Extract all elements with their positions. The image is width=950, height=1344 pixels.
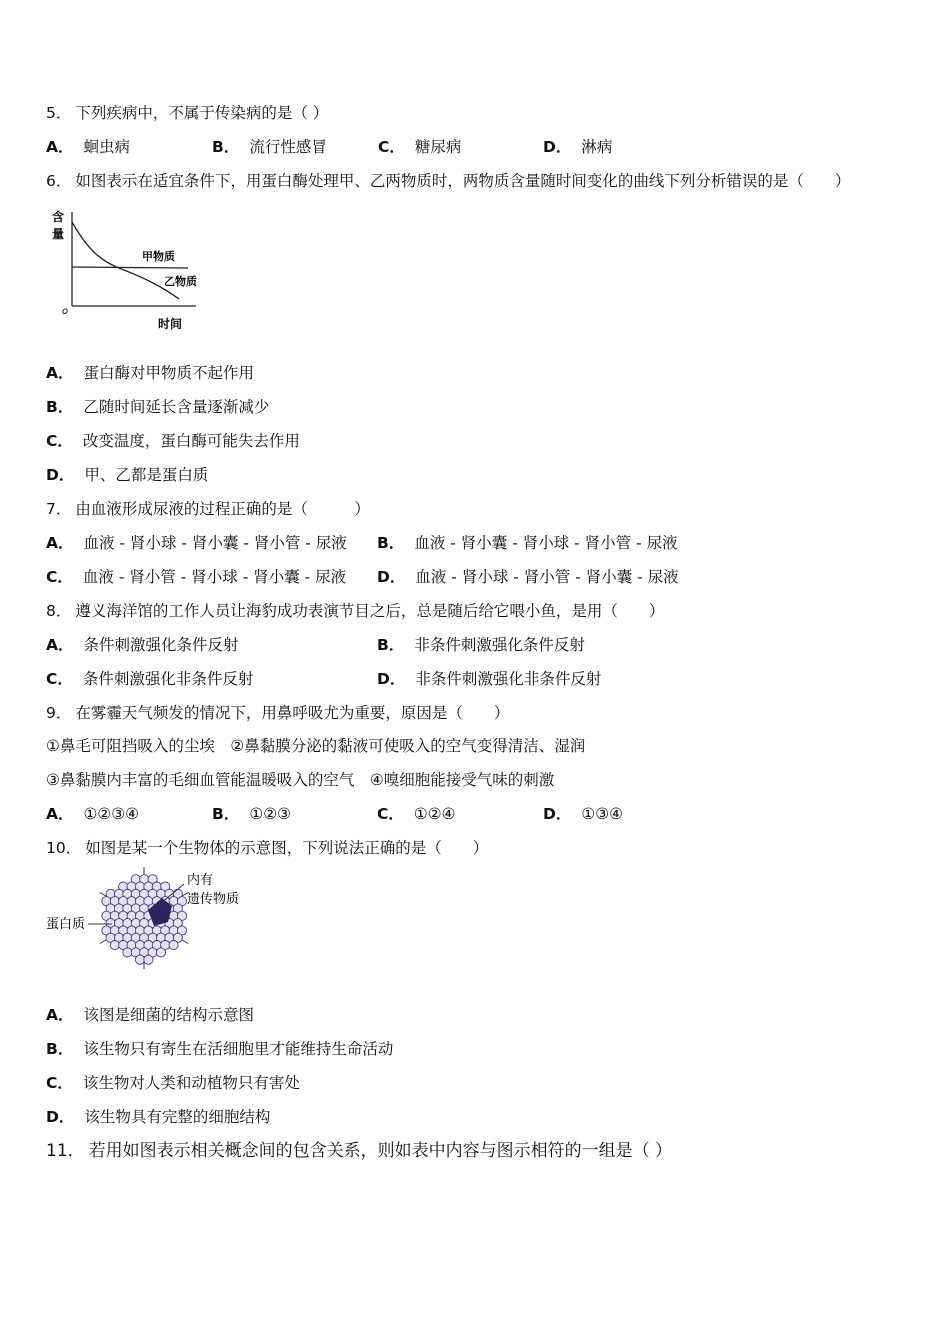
q6-option-c: C． 改变温度，蛋白酶可能失去作用 bbox=[46, 432, 300, 450]
q9-stem: 9． 在雾霾天气频发的情况下，用鼻呼吸尤为重要，原因是（ ） bbox=[46, 704, 510, 722]
q7-option-a: A． 血液 - 肾小球 - 肾小囊 - 肾小管 - 尿液 bbox=[46, 534, 347, 552]
label-inner: 内有 bbox=[187, 873, 214, 888]
q6-option-d: D． 甲、乙都是蛋白质 bbox=[46, 466, 209, 484]
capsid-protein-spheres bbox=[100, 867, 188, 969]
q7-option-c: C． 血液 - 肾小管 - 肾小球 - 肾小囊 - 尿液 bbox=[46, 568, 347, 586]
graph-y-label-bottom: 量 bbox=[52, 227, 65, 241]
q5-option-a: A． 蛔虫病 bbox=[46, 138, 131, 156]
protein-subunit bbox=[144, 955, 153, 964]
protein-subunit bbox=[110, 941, 119, 950]
label-genetic-material: 遗传物质 bbox=[187, 892, 240, 907]
graph-origin: o bbox=[62, 306, 69, 317]
q5-option-d: D． 淋病 bbox=[543, 138, 613, 156]
q9-option-a: A． ①②③④ bbox=[46, 805, 140, 823]
q5-stem: 5． 下列疾病中，不属于传染病的是（ ） bbox=[46, 104, 329, 122]
q9-option-c: C． ①②④ bbox=[377, 805, 456, 823]
q6-stem: 6． 如图表示在适宜条件下，用蛋白酶处理甲、乙两物质时，两物质含量随时间变化的曲线下列分析错误的是（ ） bbox=[46, 172, 851, 190]
q6-content-time-graph bbox=[46, 202, 216, 334]
series-a-label: 甲物质 bbox=[142, 250, 175, 263]
q8-option-a: A． 条件刺激强化条件反射 bbox=[46, 636, 239, 654]
label-protein: 蛋白质 bbox=[46, 917, 86, 932]
q6-option-b: B． 乙随时间延长含量逐渐减少 bbox=[46, 398, 270, 416]
graph-axes bbox=[72, 212, 196, 306]
q11-stem: 11． 若用如图表示相关概念间的包含关系，则如表中内容与图示相符的一组是（ ） bbox=[46, 1141, 673, 1161]
protein-subunit bbox=[135, 955, 144, 964]
q10-option-b: B． 该生物只有寄生在活细胞里才能维持生命活动 bbox=[46, 1040, 394, 1058]
protein-subunit bbox=[156, 948, 165, 957]
q5-option-c: C． 糖尿病 bbox=[378, 138, 462, 156]
q8-option-c: C． 条件刺激强化非条件反射 bbox=[46, 670, 254, 688]
q7-stem: 7． 由血液形成尿液的过程正确的是（ ） bbox=[46, 500, 370, 518]
protein-subunit bbox=[123, 948, 132, 957]
q10-option-d: D． 该生物具有完整的细胞结构 bbox=[46, 1108, 271, 1126]
q7-option-d: D． 血液 - 肾小球 - 肾小管 - 肾小囊 - 尿液 bbox=[377, 568, 679, 586]
q9-statements-line-2: ③鼻黏膜内丰富的毛细血管能温暖吸入的空气 ④嗅细胞能接受气味的刺激 bbox=[46, 771, 555, 789]
q10-option-c: C． 该生物对人类和动植物只有害处 bbox=[46, 1074, 300, 1092]
graph-x-label: 时间 bbox=[158, 317, 183, 331]
q8-option-d: D． 非条件刺激强化非条件反射 bbox=[377, 670, 602, 688]
capsid-spike bbox=[100, 940, 106, 944]
q9-statements-line-1: ①鼻毛可阻挡吸入的尘埃 ②鼻黏膜分泌的黏液可使吸入的空气变得清洁、湿润 bbox=[46, 737, 586, 755]
q5-option-b: B． 流行性感冒 bbox=[212, 138, 327, 156]
capsid-spike bbox=[100, 893, 106, 897]
protein-subunit bbox=[169, 941, 178, 950]
q10-virus-diagram bbox=[44, 866, 254, 976]
series-b-label: 乙物质 bbox=[164, 275, 197, 288]
graph-y-label-top: 含 bbox=[52, 210, 65, 224]
q8-option-b: B． 非条件刺激强化条件反射 bbox=[377, 636, 585, 654]
q6-option-a: A． 蛋白酶对甲物质不起作用 bbox=[46, 364, 255, 382]
series-a-line bbox=[72, 267, 188, 268]
capsid-spike bbox=[182, 940, 188, 944]
q9-option-b: B． ①②③ bbox=[212, 805, 292, 823]
q7-option-b: B． 血液 - 肾小囊 - 肾小球 - 肾小管 - 尿液 bbox=[377, 534, 678, 552]
q10-stem: 10． 如图是某一个生物体的示意图，下列说法正确的是（ ） bbox=[46, 839, 489, 857]
q9-option-d: D． ①③④ bbox=[543, 805, 624, 823]
q10-option-a: A． 该图是细菌的结构示意图 bbox=[46, 1006, 255, 1024]
q8-stem: 8． 遵义海洋馆的工作人员让海豹成功表演节目之后，总是随后给它喂小鱼，是用（ ） bbox=[46, 602, 665, 620]
